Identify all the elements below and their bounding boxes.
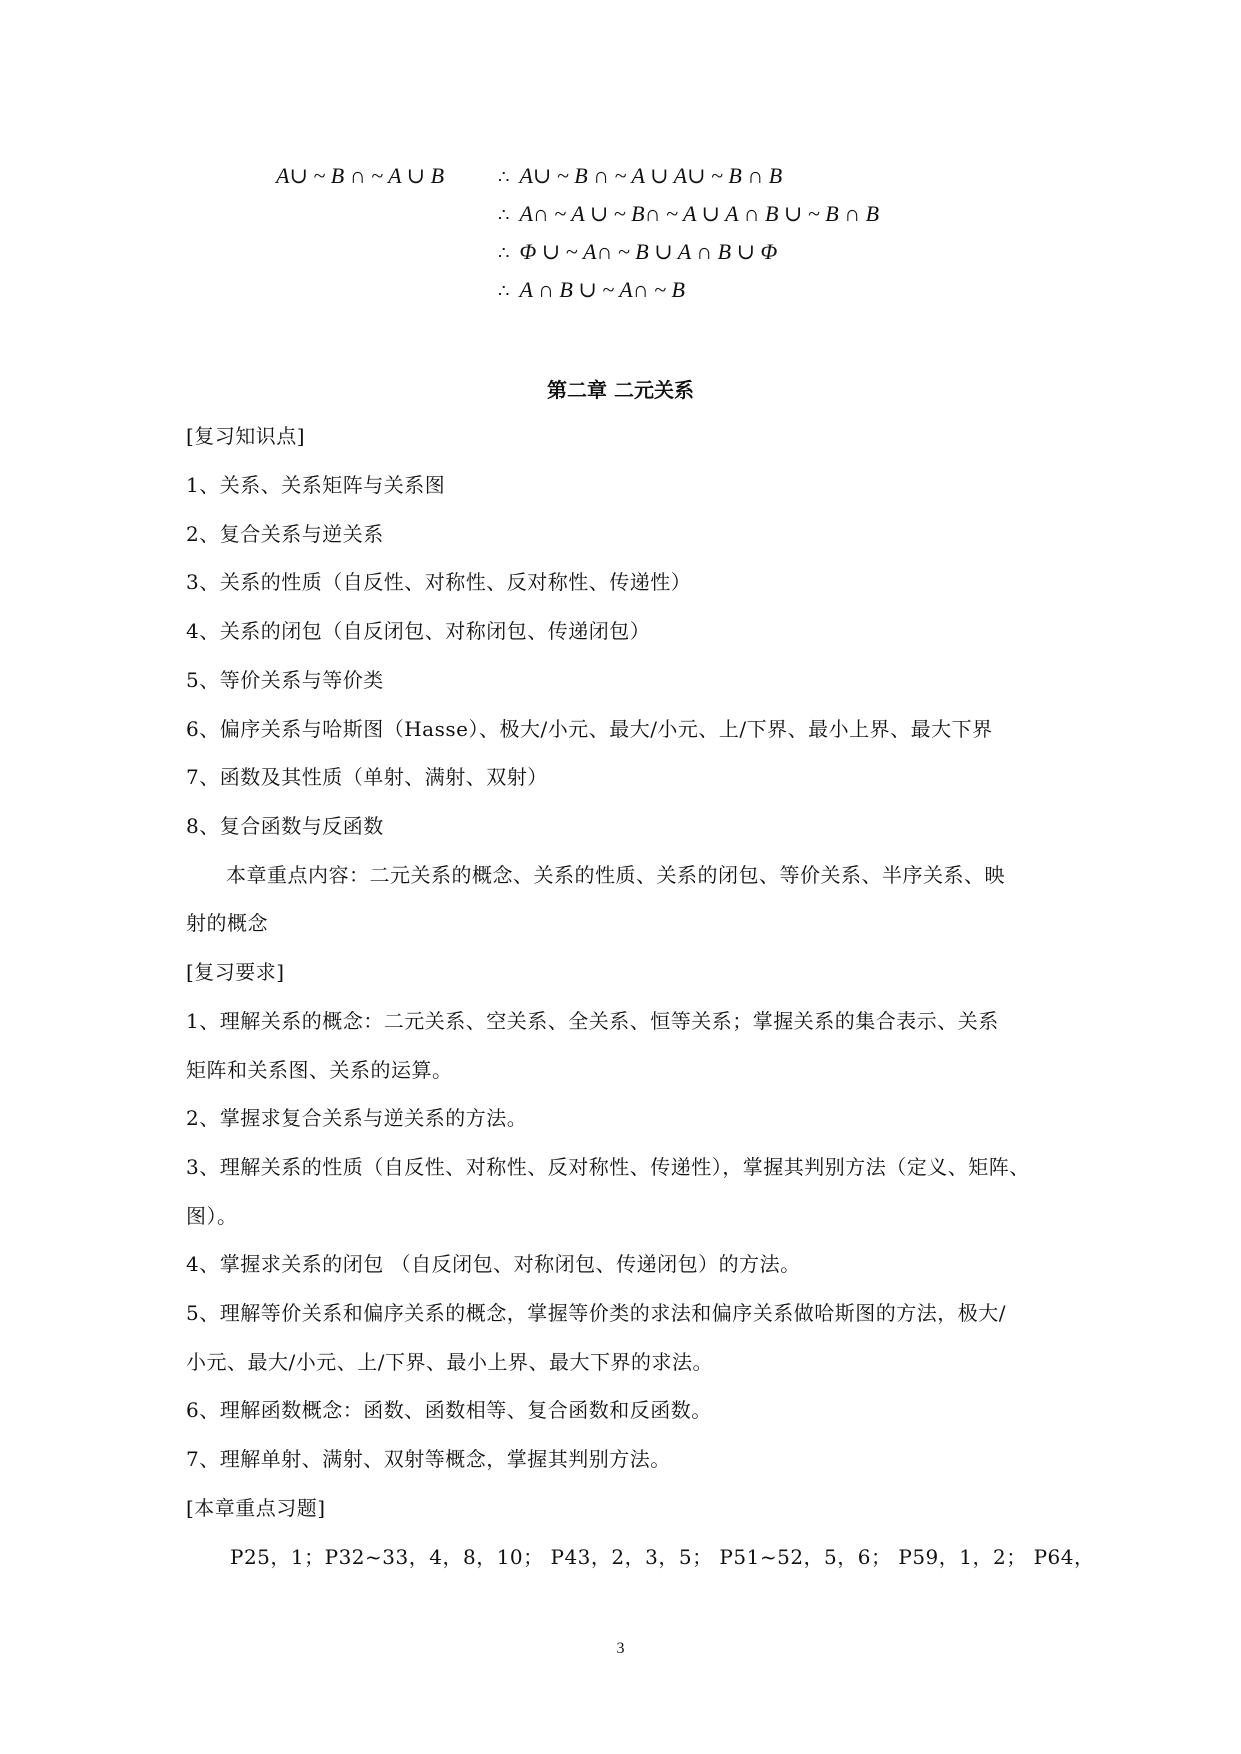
list-item: 2、掌握求复合关系与逆关系的方法。 xyxy=(186,1106,528,1130)
therefore-symbol: ∴ xyxy=(498,243,510,263)
list-item: 3、理解关系的性质（自反性、对称性、反对称性、传递性），掌握其判别方法（定义、矩阵、 xyxy=(186,1155,1030,1179)
math-line-1-rhs xyxy=(498,163,782,189)
paragraph-key-content: 本章重点内容：二元关系的概念、关系的性质、关系的闭包、等价关系、半序关系、映 xyxy=(226,863,1005,887)
math-line-1-text: A∪ ~ B ∩ ~ A ∪ A∪ ~ B ∩ B xyxy=(519,163,783,188)
therefore-symbol: ∴ xyxy=(498,167,510,187)
list-item: 6、理解函数概念：函数、函数相等、复合函数和反函数。 xyxy=(186,1398,712,1422)
list-item: 5、等价关系与等价类 xyxy=(186,668,384,692)
exercise-list: P25，1；P32~33，4，8，10； P43，2，3，5； P51~52，5，6； P59，1，2； P64， xyxy=(230,1545,1095,1569)
list-item: 7、函数及其性质（单射、满射、双射） xyxy=(186,765,548,789)
list-item-cont: 小元、最大/小元、上/下界、最小上界、最大下界的求法。 xyxy=(186,1350,713,1374)
list-item: 7、理解单射、满射、双射等概念，掌握其判别方法。 xyxy=(186,1447,671,1471)
section-heading-review-requirements: [复习要求] xyxy=(186,960,285,984)
math-line-3-rhs xyxy=(498,239,777,265)
list-item: 2、复合关系与逆关系 xyxy=(186,522,384,546)
list-item: 6、偏序关系与哈斯图（Hasse）、极大/小元、最大/小元、上/下界、最小上界、最大下界 xyxy=(186,717,993,741)
math-line-2-text: A∩ ~ A ∪ ~ B∩ ~ A ∪ A ∩ B ∪ ~ B ∩ B xyxy=(519,201,880,226)
list-item: 5、理解等价关系和偏序关系的概念，掌握等价类的求法和偏序关系做哈斯图的方法，极大/ xyxy=(186,1301,1006,1325)
section-heading-key-exercises: [本章重点习题] xyxy=(186,1496,326,1520)
section-heading-review-points: [复习知识点] xyxy=(186,424,306,448)
list-item: 3、关系的性质（自反性、对称性、反对称性、传递性） xyxy=(186,570,692,594)
list-item: 1、关系、关系矩阵与关系图 xyxy=(186,473,446,497)
list-item: 4、关系的闭包（自反闭包、对称闭包、传递闭包） xyxy=(186,619,651,643)
list-item-cont: 矩阵和关系图、关系的运算。 xyxy=(186,1058,453,1082)
math-line-2-rhs xyxy=(498,201,879,227)
list-item: 1、理解关系的概念：二元关系、空关系、全关系、恒等关系；掌握关系的集合表示、关系 xyxy=(186,1009,999,1033)
math-line-1-lhs: A∪ ~ B ∩ ~ A ∪ B xyxy=(276,163,445,188)
list-item-cont: 图）。 xyxy=(186,1204,238,1228)
list-item: 8、复合函数与反函数 xyxy=(186,814,384,838)
therefore-symbol: ∴ xyxy=(498,281,510,301)
list-item: 4、掌握求关系的闭包 （自反闭包、对称闭包、传递闭包）的方法。 xyxy=(186,1252,801,1276)
math-line-3-text: Φ ∪ ~ A∩ ~ B ∪ A ∩ B ∪ Φ xyxy=(519,239,778,264)
chapter-title: 第二章 二元关系 xyxy=(547,378,694,402)
math-line-4-text: A ∩ B ∪ ~ A∩ ~ B xyxy=(519,277,685,302)
page-number: 3 xyxy=(616,1640,625,1657)
therefore-symbol: ∴ xyxy=(498,205,510,225)
math-line-4-rhs xyxy=(498,277,685,303)
paragraph-key-content-cont: 射的概念 xyxy=(186,911,268,935)
